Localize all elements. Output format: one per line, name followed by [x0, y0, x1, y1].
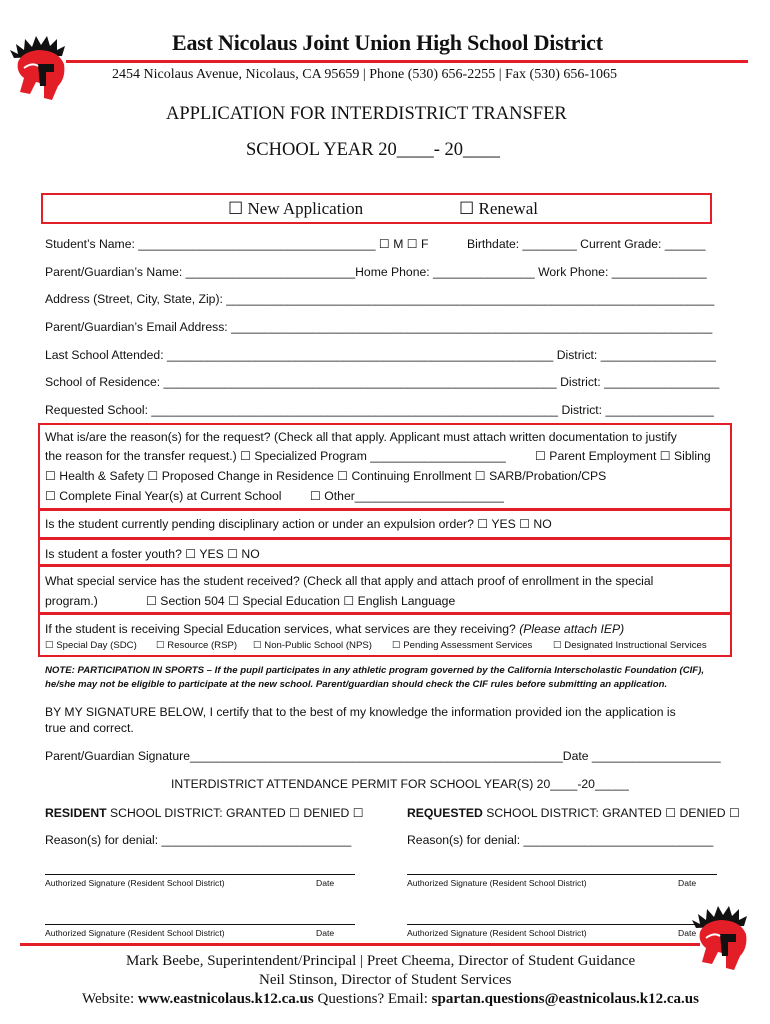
signature-line	[45, 874, 355, 875]
signature-line	[45, 924, 355, 925]
website-link[interactable]: www.eastnicolaus.k12.ca.us	[137, 991, 314, 1007]
sped-question-note: (Please attach IEP)	[519, 622, 625, 636]
signature-caption: Authorized Signature (Resident School District)	[45, 928, 225, 938]
resident-denial-reason[interactable]: Reason(s) for denial: ____________________________	[45, 833, 352, 847]
email-link[interactable]: spartan.questions@eastnicolaus.k12.ca.us	[431, 991, 699, 1007]
sped-option-rsp[interactable]: ☐ Resource (RSP)	[156, 640, 238, 651]
sped-question	[45, 622, 624, 636]
footer-contact	[82, 991, 699, 1008]
reason-parent-employment-sibling[interactable]: ☐ Parent Employment ☐ Sibling	[535, 449, 711, 463]
requested-decision-text: SCHOOL DISTRICT: GRANTED ☐ DENIED ☐	[482, 806, 740, 820]
signature-caption: Authorized Signature (Resident School District)	[45, 878, 225, 888]
special-service-question: What special service has the student received? (Check all that apply and attach proof of enrollment in the special	[45, 574, 654, 588]
disciplinary-question[interactable]: Is the student currently pending disciplinary action or under an expulsion order? ☐ YES ☐ NO	[45, 517, 552, 531]
sports-note-line1: NOTE: PARTICIPATION IN SPORTS – If the pupil participates in any athletic program governed by the California Interscholastic Foundation (CIF),	[45, 665, 705, 676]
signature-line	[407, 924, 707, 925]
reason-final-year[interactable]: ☐ Complete Final Year(s) at Current School	[45, 489, 282, 503]
new-application-checkbox[interactable]: ☐ New Application	[228, 199, 364, 218]
signature-caption: Authorized Signature (Resident School District)	[407, 878, 587, 888]
footer-staff-line1: Mark Beebe, Superintendent/Principal | Preet Cheema, Director of Student Guidance	[126, 953, 636, 969]
district-address: 2454 Nicolaus Avenue, Nicolaus, CA 95659 | Phone (530) 656-2255 | Fax (530) 656-1065	[112, 67, 618, 82]
renewal-checkbox[interactable]: ☐ Renewal	[459, 199, 538, 218]
school-year: SCHOOL YEAR 20____- 20____	[246, 140, 501, 160]
sports-note-line2: he/she may not be eligible to participate at the new school. Parent/guardian should check the CIF rules before submitting an application.	[45, 679, 668, 690]
application-type-box	[41, 193, 712, 224]
student-name-field[interactable]: Student’s Name: ___________________________________ ☐ M ☐ F	[45, 237, 429, 251]
special-service-options[interactable]: ☐ Section 504 ☐ Special Education ☐ English Language	[146, 594, 456, 608]
email-field[interactable]: Parent/Guardian’s Email Address: _______________________________________________________________________	[45, 320, 713, 334]
date-caption: Date	[678, 878, 697, 888]
signature-line	[407, 874, 717, 875]
requested-decision[interactable]	[407, 806, 740, 820]
sped-option-pending[interactable]: ☐ Pending Assessment Services	[392, 640, 533, 651]
parent-signature-field[interactable]: Parent/Guardian Signature_______________________________________________________Date ___________________	[45, 749, 721, 763]
special-service-program-label: program.)	[45, 594, 98, 608]
birthdate-grade-field[interactable]: Birthdate: ________ Current Grade: ______	[467, 237, 706, 251]
resident-decision[interactable]	[45, 806, 364, 820]
last-school-field[interactable]: Last School Attended: _________________________________________________________ District: _________________	[45, 348, 716, 362]
address-field[interactable]: Address (Street, City, State, Zip): ________________________________________________________________________	[45, 292, 715, 306]
sped-option-sdc[interactable]: ☐ Special Day (SDC)	[45, 640, 137, 651]
reason-specialized-program[interactable]: the reason for the transfer request.) ☐ Specialized Program ____________________	[45, 449, 506, 463]
certify-line1: BY MY SIGNATURE BELOW, I certify that to the best of my knowledge the information provided ion the application is	[45, 705, 676, 719]
reason-other[interactable]: ☐ Other______________________	[310, 489, 504, 503]
requested-school-field[interactable]: Requested School: ____________________________________________________________ District: ________________	[45, 403, 714, 417]
foster-question[interactable]: Is student a foster youth? ☐ YES ☐ NO	[45, 547, 260, 561]
district-name: East Nicolaus Joint Union High School District	[172, 30, 603, 55]
website-label: Website:	[82, 991, 138, 1007]
sped-question-text: If the student is receiving Special Education services, what services are they receiving?	[45, 622, 516, 636]
spartan-helmet-logo	[690, 898, 762, 978]
resident-decision-text: SCHOOL DISTRICT: GRANTED ☐ DENIED ☐	[106, 806, 364, 820]
certify-line2: true and correct.	[45, 721, 134, 735]
reason-health-residence-enrollment[interactable]: ☐ Health & Safety ☐ Proposed Change in Residence ☐ Continuing Enrollment ☐ SARB/Probation/CPS	[45, 469, 607, 483]
sped-option-dis[interactable]: ☐ Designated Instructional Services	[553, 640, 707, 651]
footer-rule	[20, 943, 700, 946]
parent-name-phone-field[interactable]: Parent/Guardian’s Name: _________________________Home Phone: _______________ Work Phone: ______________	[45, 265, 707, 279]
requested-label: REQUESTED	[407, 806, 483, 820]
date-caption: Date	[678, 928, 697, 938]
spartan-helmet-logo	[8, 28, 80, 108]
form-title: APPLICATION FOR INTERDISTRICT TRANSFER	[166, 104, 567, 124]
signature-caption: Authorized Signature (Resident School District)	[407, 928, 587, 938]
date-caption: Date	[316, 878, 335, 888]
date-caption: Date	[316, 928, 335, 938]
reasons-question: What is/are the reason(s) for the request? (Check all that apply. Applicant must attach written documentation to justify	[45, 430, 677, 444]
sped-option-nps[interactable]: ☐ Non-Public School (NPS)	[253, 640, 372, 651]
footer-staff-line2: Neil Stinson, Director of Student Services	[259, 972, 512, 988]
requested-denial-reason[interactable]: Reason(s) for denial: ____________________________	[407, 833, 714, 847]
header-rule	[66, 60, 748, 63]
permit-title: INTERDISTRICT ATTENDANCE PERMIT FOR SCHOOL YEAR(S) 20____-20_____	[171, 777, 629, 791]
resident-label: RESIDENT	[45, 806, 107, 820]
residence-school-field[interactable]: School of Residence: __________________________________________________________ District: _________________	[45, 375, 720, 389]
questions-label: Questions? Email:	[313, 991, 432, 1007]
